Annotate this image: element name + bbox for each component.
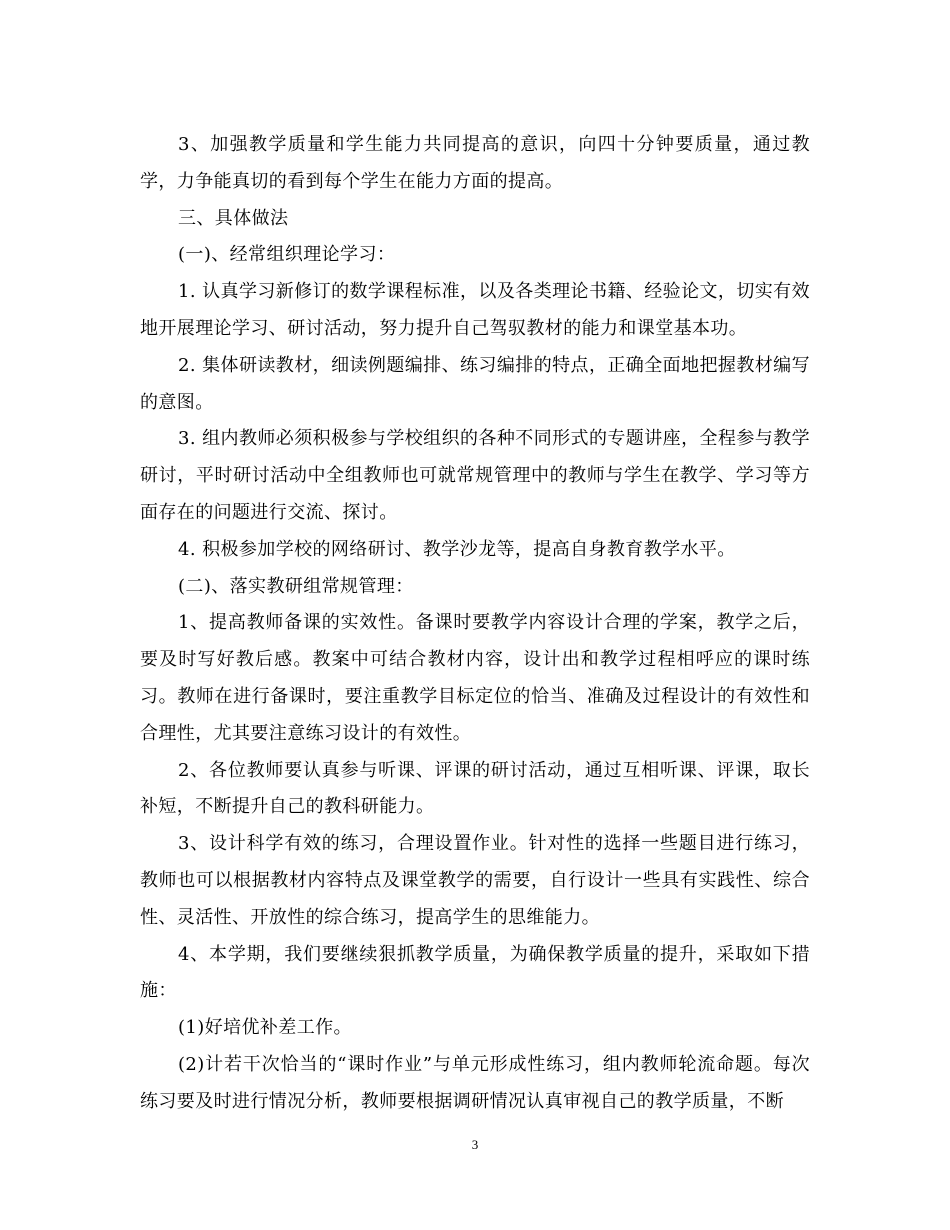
paragraph-awareness: 3、加强教学质量和学生能力共同提高的意识，向四十分钟要质量，通过教学，力争能真切的看到每个学生在能力方面的提高。 — [140, 134, 810, 192]
paragraph-online-seminar: 4. 积极参加学校的网络研讨、教学沙龙等，提高自身教育教学水平。 — [178, 538, 736, 560]
paragraph-lectures: 3. 组内教师必须积极参与学校组织的各种不同形式的专题讲座，全程参与教学研讨，平时研讨活动中全组教师也可就常规管理中的教师与学生在教学、学习等方面存在的问题进行交流、探讨。 — [140, 428, 810, 523]
subsection-heading-routine-management: (二)、落实教研组常规管理： — [178, 575, 414, 597]
section-heading-methods: 三、具体做法 — [178, 207, 289, 229]
subsection-heading-theory-study: (一)、经常组织理论学习： — [178, 244, 396, 266]
paragraph-measure-2: (2)计若干次恰当的“课时作业”与单元形成性练习，组内教师轮流命题。每次练习要及时进行情况分析，教师要根据调研情况认真审视自己的教学质量，不断 — [140, 1053, 810, 1112]
paragraph-class-observation: 2、各位教师要认真参与听课、评课的研讨活动，通过互相听课、评课，取长补短，不断提升自己的教科研能力。 — [140, 759, 810, 818]
paragraph-quality-measures: 4、本学期，我们要继续狠抓教学质量，为确保教学质量的提升，采取如下措施： — [140, 943, 810, 1002]
paragraph-study-standards: 1. 认真学习新修订的数学课程标准，以及各类理论书籍、经验论文，切实有效地开展理论学习、研讨活动，努力提升自己驾驭教材的能力和课堂基本功。 — [140, 281, 810, 339]
paragraph-exercise-design: 3、设计科学有效的练习，合理设置作业。针对性的选择一些题目进行练习，教师也可以根据教材内容特点及课堂教学的需要，自行设计一些具有实践性、综合性、灵活性、开放性的综合练习，提高学生的思维能力。 — [140, 833, 810, 928]
document-body — [140, 127, 810, 1121]
paragraph-measure-1: (1)好培优补差工作。 — [178, 1017, 352, 1039]
page-number: 3 — [471, 1137, 479, 1152]
paragraph-read-textbook: 2. 集体研读教材，细读例题编排、练习编排的特点，正确全面地把握教材编写的意图。 — [140, 354, 810, 413]
paragraph-lesson-prep: 1、提高教师备课的实效性。备课时要教学内容设计合理的学案，教学之后，要及时写好教后感。教案中可结合教材内容，设计出和教学过程相呼应的课时练习。教师在进行备课时，要注重教学目标定位的恰当、准确及过程设计的有效性和合理性，尤其要注意练习设计的有效性。 — [140, 612, 810, 744]
